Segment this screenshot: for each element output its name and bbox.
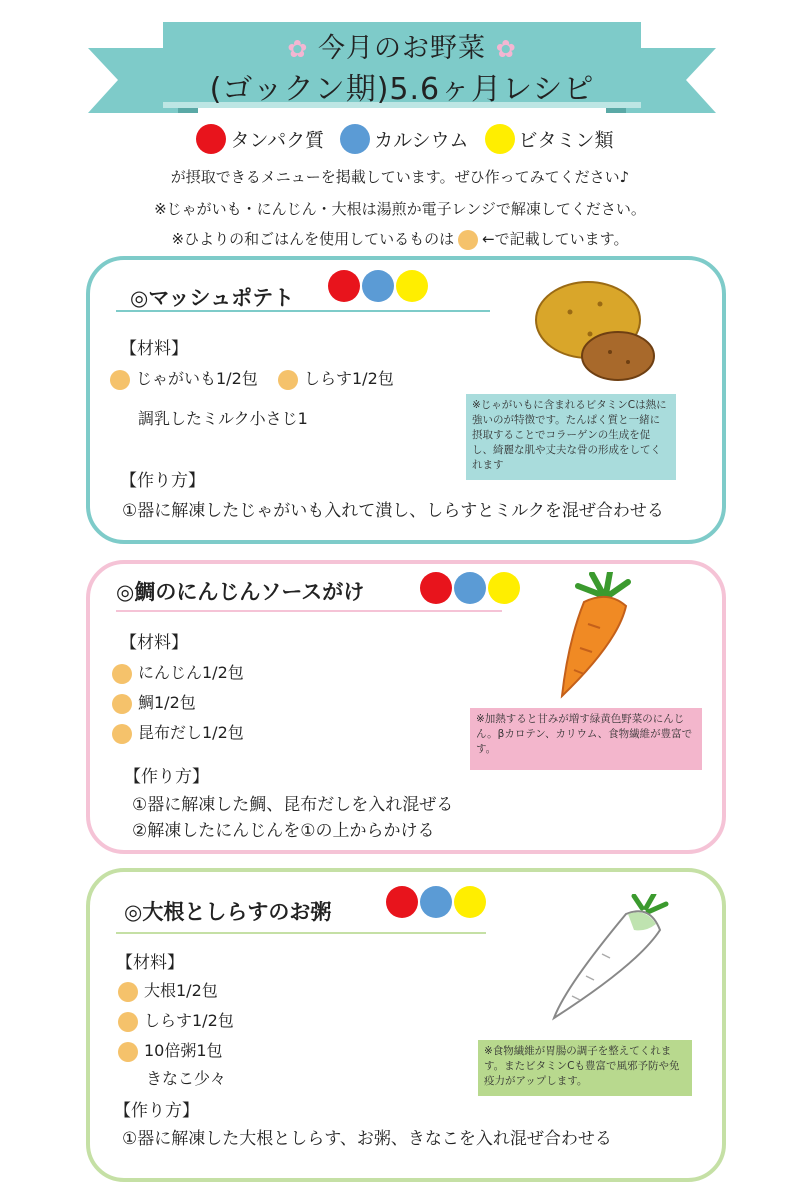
materials-label: 【材料】 [116, 953, 184, 973]
carrot-icon [548, 572, 658, 702]
intro-line3: ※ひよりの和ごはんを使用しているものは ←で記載しています。 [171, 230, 629, 248]
wagohan-dot-icon [118, 1012, 138, 1032]
nutrient-legend [0, 124, 800, 154]
ingredient-item: しらす1/2包 [118, 1008, 234, 1032]
wagohan-dot-icon [112, 664, 132, 684]
legend-vitamin: ビタミン類 [518, 129, 614, 152]
potato-icon [530, 276, 660, 386]
intro-line1: が摂取できるメニューを掲載しています。ぜひ作ってみてください♪ [170, 168, 630, 186]
recipe-card-mashed-potato [86, 256, 726, 544]
ingredient-item: 大根1/2包 [118, 978, 218, 1002]
daikon-icon [542, 894, 672, 1024]
flower-icon: ✿ [287, 35, 309, 63]
materials-label: 【材料】 [120, 339, 188, 359]
legend-calcium: カルシウム [374, 129, 469, 152]
recipe-title: ◎マッシュポテト [130, 286, 295, 310]
vitamin-dot-icon [488, 572, 520, 604]
ingredient-item: じゃがいも1/2包 [110, 366, 258, 390]
title-underline [116, 310, 490, 312]
recipe-title: ◎大根としらすのお粥 [124, 900, 332, 924]
wagohan-dot-icon [278, 370, 298, 390]
banner-title-line2: (ゴックン期)5.6ヶ月レシピ [209, 72, 595, 107]
vitamin-dot-icon [396, 270, 428, 302]
recipe-title: ◎鯛のにんじんソースがけ [116, 580, 365, 604]
ingredient-item: しらす1/2包 [278, 366, 394, 390]
vitamin-dot-icon [454, 886, 486, 918]
banner-title-line1: ✿ 今月のお野菜 ✿ [287, 33, 517, 64]
flower-icon: ✿ [495, 35, 517, 63]
materials-label: 【材料】 [120, 633, 188, 653]
protein-dot-icon [196, 124, 226, 154]
ingredient-item: 昆布だし1/2包 [112, 720, 244, 744]
wagohan-dot-icon [118, 1042, 138, 1062]
ingredient-item: きなこ少々 [146, 1069, 227, 1088]
method-label: 【作り方】 [124, 767, 209, 787]
method-step: ①器に解凍した鯛、昆布だしを入れ混ぜる [132, 795, 454, 815]
title-banner [88, 18, 716, 118]
ingredient-item: 調乳したミルク小さじ1 [138, 409, 308, 428]
title-underline [116, 610, 502, 612]
calcium-dot-icon [454, 572, 486, 604]
protein-dot-icon [420, 572, 452, 604]
nutrition-note: ※じゃがいもに含まれるビタミンCは熱に強いのが特徴です。たんぱく質と一緒に摂取することでコラーゲンの生成を促し、綺麗な肌や丈夫な骨の形成をしてくれます [466, 394, 676, 480]
method-label: 【作り方】 [120, 471, 205, 491]
legend-protein: タンパク質 [230, 129, 325, 152]
nutrition-note: ※加熱すると甘みが増す緑黄色野菜のにんじん。βカロテン、カリウム、食物繊維が豊富です。 [470, 708, 702, 770]
method-step: ①器に解凍したじゃがいも入れて潰し、しらすとミルクを混ぜ合わせる [122, 501, 664, 521]
protein-dot-icon [328, 270, 360, 302]
method-step: ②解凍したにんじんを①の上からかける [132, 821, 435, 841]
wagohan-dot-icon [118, 982, 138, 1002]
recipe-card-sea-bream-carrot [86, 560, 726, 854]
ingredient-item: にんじん1/2包 [112, 660, 244, 684]
ingredient-item: 鯛1/2包 [112, 690, 196, 714]
protein-dot-icon [386, 886, 418, 918]
recipe-card-daikon-porridge [86, 868, 726, 1182]
title-underline [116, 932, 486, 934]
calcium-dot-icon [340, 124, 370, 154]
intro-line2: ※じゃがいも・にんじん・大根は湯煎か電子レンジで解凍してください。 [154, 200, 646, 218]
ingredient-item: 10倍粥1包 [118, 1038, 223, 1062]
wagohan-dot-icon [458, 230, 478, 250]
method-label: 【作り方】 [114, 1101, 199, 1121]
method-step: ①器に解凍した大根としらす、お粥、きなこを入れ混ぜ合わせる [122, 1129, 612, 1149]
wagohan-dot-icon [110, 370, 130, 390]
wagohan-dot-icon [112, 724, 132, 744]
calcium-dot-icon [362, 270, 394, 302]
calcium-dot-icon [420, 886, 452, 918]
vitamin-dot-icon [485, 124, 515, 154]
nutrition-note: ※食物繊維が胃腸の調子を整えてくれます。またビタミンCも豊富で風邪予防や免疫力がアップします。 [478, 1040, 692, 1096]
wagohan-dot-icon [112, 694, 132, 714]
